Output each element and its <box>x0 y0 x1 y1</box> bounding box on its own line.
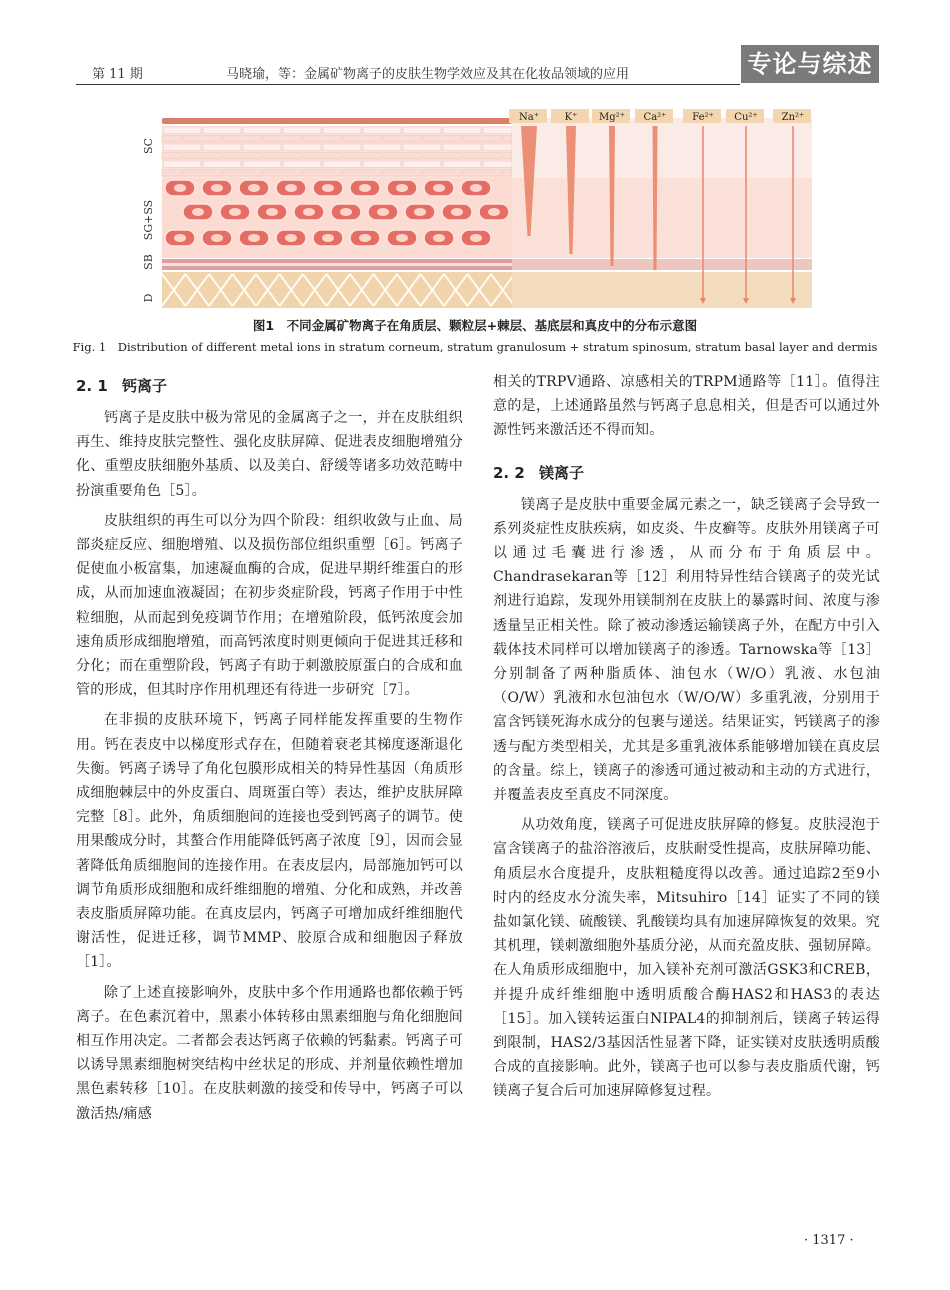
corneocyte <box>323 127 361 134</box>
corneocyte <box>343 153 381 160</box>
layer-label-sb: SB <box>142 254 155 270</box>
section-heading-calcium <box>76 372 463 400</box>
ion-label: Mg²⁺ <box>599 112 625 123</box>
corneocyte <box>323 144 361 151</box>
paragraph: 皮肤组织的再生可以分为四个阶段：组织收敛与止血、局部炎症反应、细胞增殖、以及损伤部位组织重塑［6］。钙离子促使血小板富集，加速凝血酶的合成，促进早期纤维蛋白的形成，从而加速血液凝固；在初步炎症阶段，钙离子作用于中性粒细胞，从而起到免疫调节作用；在增殖阶段，低钙浓度会加速角质形成细胞增殖，而高钙浓度时则更倾向于促进其迁移和分化；而在重塑阶段，钙离子有助于刺激胶原蛋白的合成和血管的形成，但其时序作用机理还有待进一步研究［7］。 <box>76 512 463 699</box>
ion-panel <box>509 109 812 308</box>
paragraph: 钙离子是皮肤中极为常见的金属离子之一，并在皮肤组织再生、维持皮肤完整性、强化皮肤屏障、促进表皮细胞增殖分化、重塑皮肤细胞外基质、以及美白、舒缓等诸多功效范畴中扮演重要角色［5］。 <box>76 410 463 499</box>
corneocyte <box>363 127 401 134</box>
corneocyte <box>503 136 512 143</box>
header-rule <box>76 84 740 85</box>
corneocyte <box>403 127 441 134</box>
ion-label: K⁺ <box>564 112 578 123</box>
cell-nucleus <box>470 184 482 192</box>
corneocyte <box>383 153 421 160</box>
corneocyte <box>163 144 201 151</box>
corneocyte <box>263 153 301 160</box>
ion-label: Na⁺ <box>519 112 539 123</box>
dermis-layer <box>162 272 515 308</box>
cell-nucleus <box>174 184 186 192</box>
cell-nucleus <box>303 208 315 216</box>
left-column <box>76 370 463 1132</box>
running-title: 马晓瑜，等：金属矿物离子的皮肤生物学效应及其在化妆品领域的应用 <box>226 67 630 82</box>
paragraph: 从功效角度，镁离子可促进皮肤屏障的修复。皮肤浸泡于富含镁离子的盐浴溶液后，皮肤耐受性提高，皮肤屏障功能、角质层水合度提升，皮肤粗糙度得以改善。通过追踪2至9小时内的经皮水分流失率，Mitsuhiro［14］证实了不同的镁盐如氯化镁、硫酸镁、乳酸镁均具有加速屏障恢复的效果。究其机理，镁刺激细胞外基质分泌，从而充盈皮肤、强韧屏障。在人角质形成细胞中，加入镁补充剂可激活GSK3和CREB，并提升成纤维细胞中透明质酸合酶HAS2和HAS3的表达［15］。加入镁转运蛋白NIPAL4的抑制剂后，镁离子转运得到限制，HAS2/3基因活性显著下降，证实镁对皮肤透明质酸合成的直接影响。此外，镁离子也可以参与表皮脂质代谢，钙镁离子复合后可加速屏障修复过程。 <box>493 817 880 1100</box>
corneocyte <box>483 161 512 168</box>
layer-label-d: D <box>142 293 155 303</box>
paragraph-continued: 相关的TRPV通路、凉感相关的TRPM通路等［11］。值得注意的是，上述通路虽然与钙离子息息相关，但是否可以通过外源性钙来激活还不得而知。 <box>493 374 880 439</box>
corneocyte <box>203 144 241 151</box>
cell-nucleus <box>285 234 297 242</box>
corneocyte <box>163 161 201 168</box>
corneocyte <box>443 144 481 151</box>
corneocyte <box>162 170 181 177</box>
corneocyte <box>503 170 512 177</box>
corneocyte <box>423 153 461 160</box>
corneocyte <box>383 170 421 177</box>
section-heading-magnesium <box>493 459 880 487</box>
skin-layer-diagram <box>76 108 876 314</box>
page-header <box>0 0 950 92</box>
corneocyte <box>403 161 441 168</box>
paragraph: 在非损的皮肤环境下，钙离子同样能发挥重要的生物作用。钙在表皮中以梯度形式存在，但随着衰老其梯度逐渐退化失衡。钙离子诱导了角化包膜形成相关的特异性基因（角质形成细胞棘层中的外皮蛋白、周斑蛋白等）表达，维护皮肤屏障完整［8］。此外，角质细胞间的连接也受到钙离子的调节。使用果酸成分时，其螯合作用能降低钙离子浓度［9］，因而会显著降低角质细胞间的连接作用。在表皮层内，局部施加钙可以调节角质形成细胞和成纤维细胞的增殖、分化和成熟，并改善表皮脂质屏障功能。在真皮层内，钙离子可增加成纤维细胞代谢活性，促进迁移，调节MMP、胶原合成和细胞因子释放［1］。 <box>76 712 463 971</box>
cell-nucleus <box>174 234 186 242</box>
cell-nucleus <box>451 208 463 216</box>
corneocyte <box>303 170 341 177</box>
cell-nucleus <box>340 208 352 216</box>
figure-caption-zh: 图1 不同金属矿物离子在角质层、颗粒层+棘层、基底层和真皮中的分布示意图 <box>252 318 698 333</box>
cell-nucleus <box>285 184 297 192</box>
corneocyte <box>343 170 381 177</box>
ion-label: Fe²⁺ <box>692 112 714 123</box>
corneocyte <box>203 127 241 134</box>
corneocyte <box>403 144 441 151</box>
cell-nucleus <box>377 208 389 216</box>
cell-nucleus <box>322 234 334 242</box>
cell-nucleus <box>266 208 278 216</box>
ion-label: Ca²⁺ <box>643 112 667 123</box>
corneocyte <box>183 136 221 143</box>
cell-nucleus <box>248 234 260 242</box>
section-title: 镁离子 <box>539 463 585 482</box>
cell-nucleus <box>488 208 500 216</box>
corneocyte <box>463 153 501 160</box>
corneocyte <box>303 153 341 160</box>
corneocyte <box>463 136 501 143</box>
layer-label-sc: SC <box>142 138 155 154</box>
granulosum-spinosum-layer <box>162 178 512 258</box>
cell-nucleus <box>414 208 426 216</box>
cell-nucleus <box>359 234 371 242</box>
cell-nucleus <box>248 184 260 192</box>
corneocyte <box>343 136 381 143</box>
cell-nucleus <box>322 184 334 192</box>
corneocyte <box>223 153 261 160</box>
ion-label: Cu²⁺ <box>734 112 758 123</box>
corneocyte <box>483 127 512 134</box>
corneocyte <box>363 144 401 151</box>
cell-nucleus <box>192 208 204 216</box>
right-column <box>493 370 880 1110</box>
corneocyte <box>263 170 301 177</box>
corneocyte <box>243 161 281 168</box>
figure-1 <box>76 108 876 314</box>
corneocyte <box>243 144 281 151</box>
corneocyte <box>383 136 421 143</box>
layer-label-sgss: SG+SS <box>142 199 155 241</box>
paragraph: 镁离子是皮肤中重要金属元素之一，缺乏镁离子会导致一系列炎症性皮肤疾病，如皮炎、牛皮癣等。皮肤外用镁离子可以通过毛囊进行渗透，从而分布于角质层中。Chandrasekaran等［12］利用特异性结合镁离子的荧光试剂进行追踪，发现外用镁制剂在皮肤上的暴露时间、浓度与渗透量呈正相关性。除了被动渗透运输镁离子外，在配方中引入载体技术同样可以增加镁离子的渗透。Tarnowska等［13］分别制备了两种脂质体、油包水（W/O）乳液、水包油（O/W）乳液和水包油包水（W/O/W）多重乳液，分别用于富含钙镁死海水成分的包裹与递送。结果证实，钙镁离子的渗透与配方类型相关，尤其是多重乳液体系能够增加镁在真皮层的含量。综上，镁离子的渗透可通过被动和主动的方式进行，并覆盖表皮至真皮不同深度。 <box>493 496 880 804</box>
corneocyte <box>443 127 481 134</box>
cell-nucleus <box>359 184 371 192</box>
cell-nucleus <box>396 184 408 192</box>
corneocyte <box>323 161 361 168</box>
corneocyte <box>423 136 461 143</box>
corneocyte <box>283 127 321 134</box>
corneocyte <box>183 170 221 177</box>
cell-nucleus <box>211 184 223 192</box>
cell-nucleus <box>229 208 241 216</box>
corneocyte <box>263 136 301 143</box>
corneocyte <box>283 161 321 168</box>
corneocyte <box>163 127 201 134</box>
corneocyte <box>483 144 512 151</box>
corneocyte <box>503 153 512 160</box>
corneocyte <box>203 161 241 168</box>
corneocyte <box>223 170 261 177</box>
corneocyte <box>423 170 461 177</box>
stratum-corneum-layer <box>162 118 512 178</box>
section-number: 2. 2 <box>493 463 525 482</box>
corneocyte <box>443 161 481 168</box>
corneocyte <box>223 136 261 143</box>
corneocyte <box>283 144 321 151</box>
cell-nucleus <box>433 184 445 192</box>
cell-nucleus <box>211 234 223 242</box>
cell-nucleus <box>396 234 408 242</box>
ion-label: Zn²⁺ <box>781 112 805 123</box>
cell-nucleus <box>470 234 482 242</box>
corneocyte <box>303 136 341 143</box>
corneocyte <box>162 136 181 143</box>
section-badge: 专论与综述 <box>741 45 879 83</box>
corneocyte <box>363 161 401 168</box>
section-title: 钙离子 <box>122 377 168 395</box>
corneocyte <box>183 153 221 160</box>
figure-caption-en: Fig. 1 Distribution of different metal ions in stratum corneum, stratum granulosum + stratum spinosum, stratum basal layer and dermis <box>72 340 878 354</box>
issue-number: 第 11 期 <box>92 67 143 82</box>
corneocyte <box>463 170 501 177</box>
paragraph: 除了上述直接影响外，皮肤中多个作用通路也都依赖于钙离子。在色素沉着中，黑素小体转移由黑素细胞与角化细胞间相互作用决定。二者都会表达钙离子依赖的钙黏素。钙离子可以诱导黑素细胞树突结构中丝状足的形成、并剂量依赖性增加黑色素转移［10］。在皮肤刺激的接受和传导中，钙离子可以激活热/痛感 <box>76 984 463 1122</box>
page-number: · 1317 · <box>804 1233 854 1248</box>
section-number: 2. 1 <box>76 377 108 395</box>
corneocyte <box>243 127 281 134</box>
cell-nucleus <box>433 234 445 242</box>
basal-layer <box>162 259 512 270</box>
corneocyte <box>162 153 181 160</box>
